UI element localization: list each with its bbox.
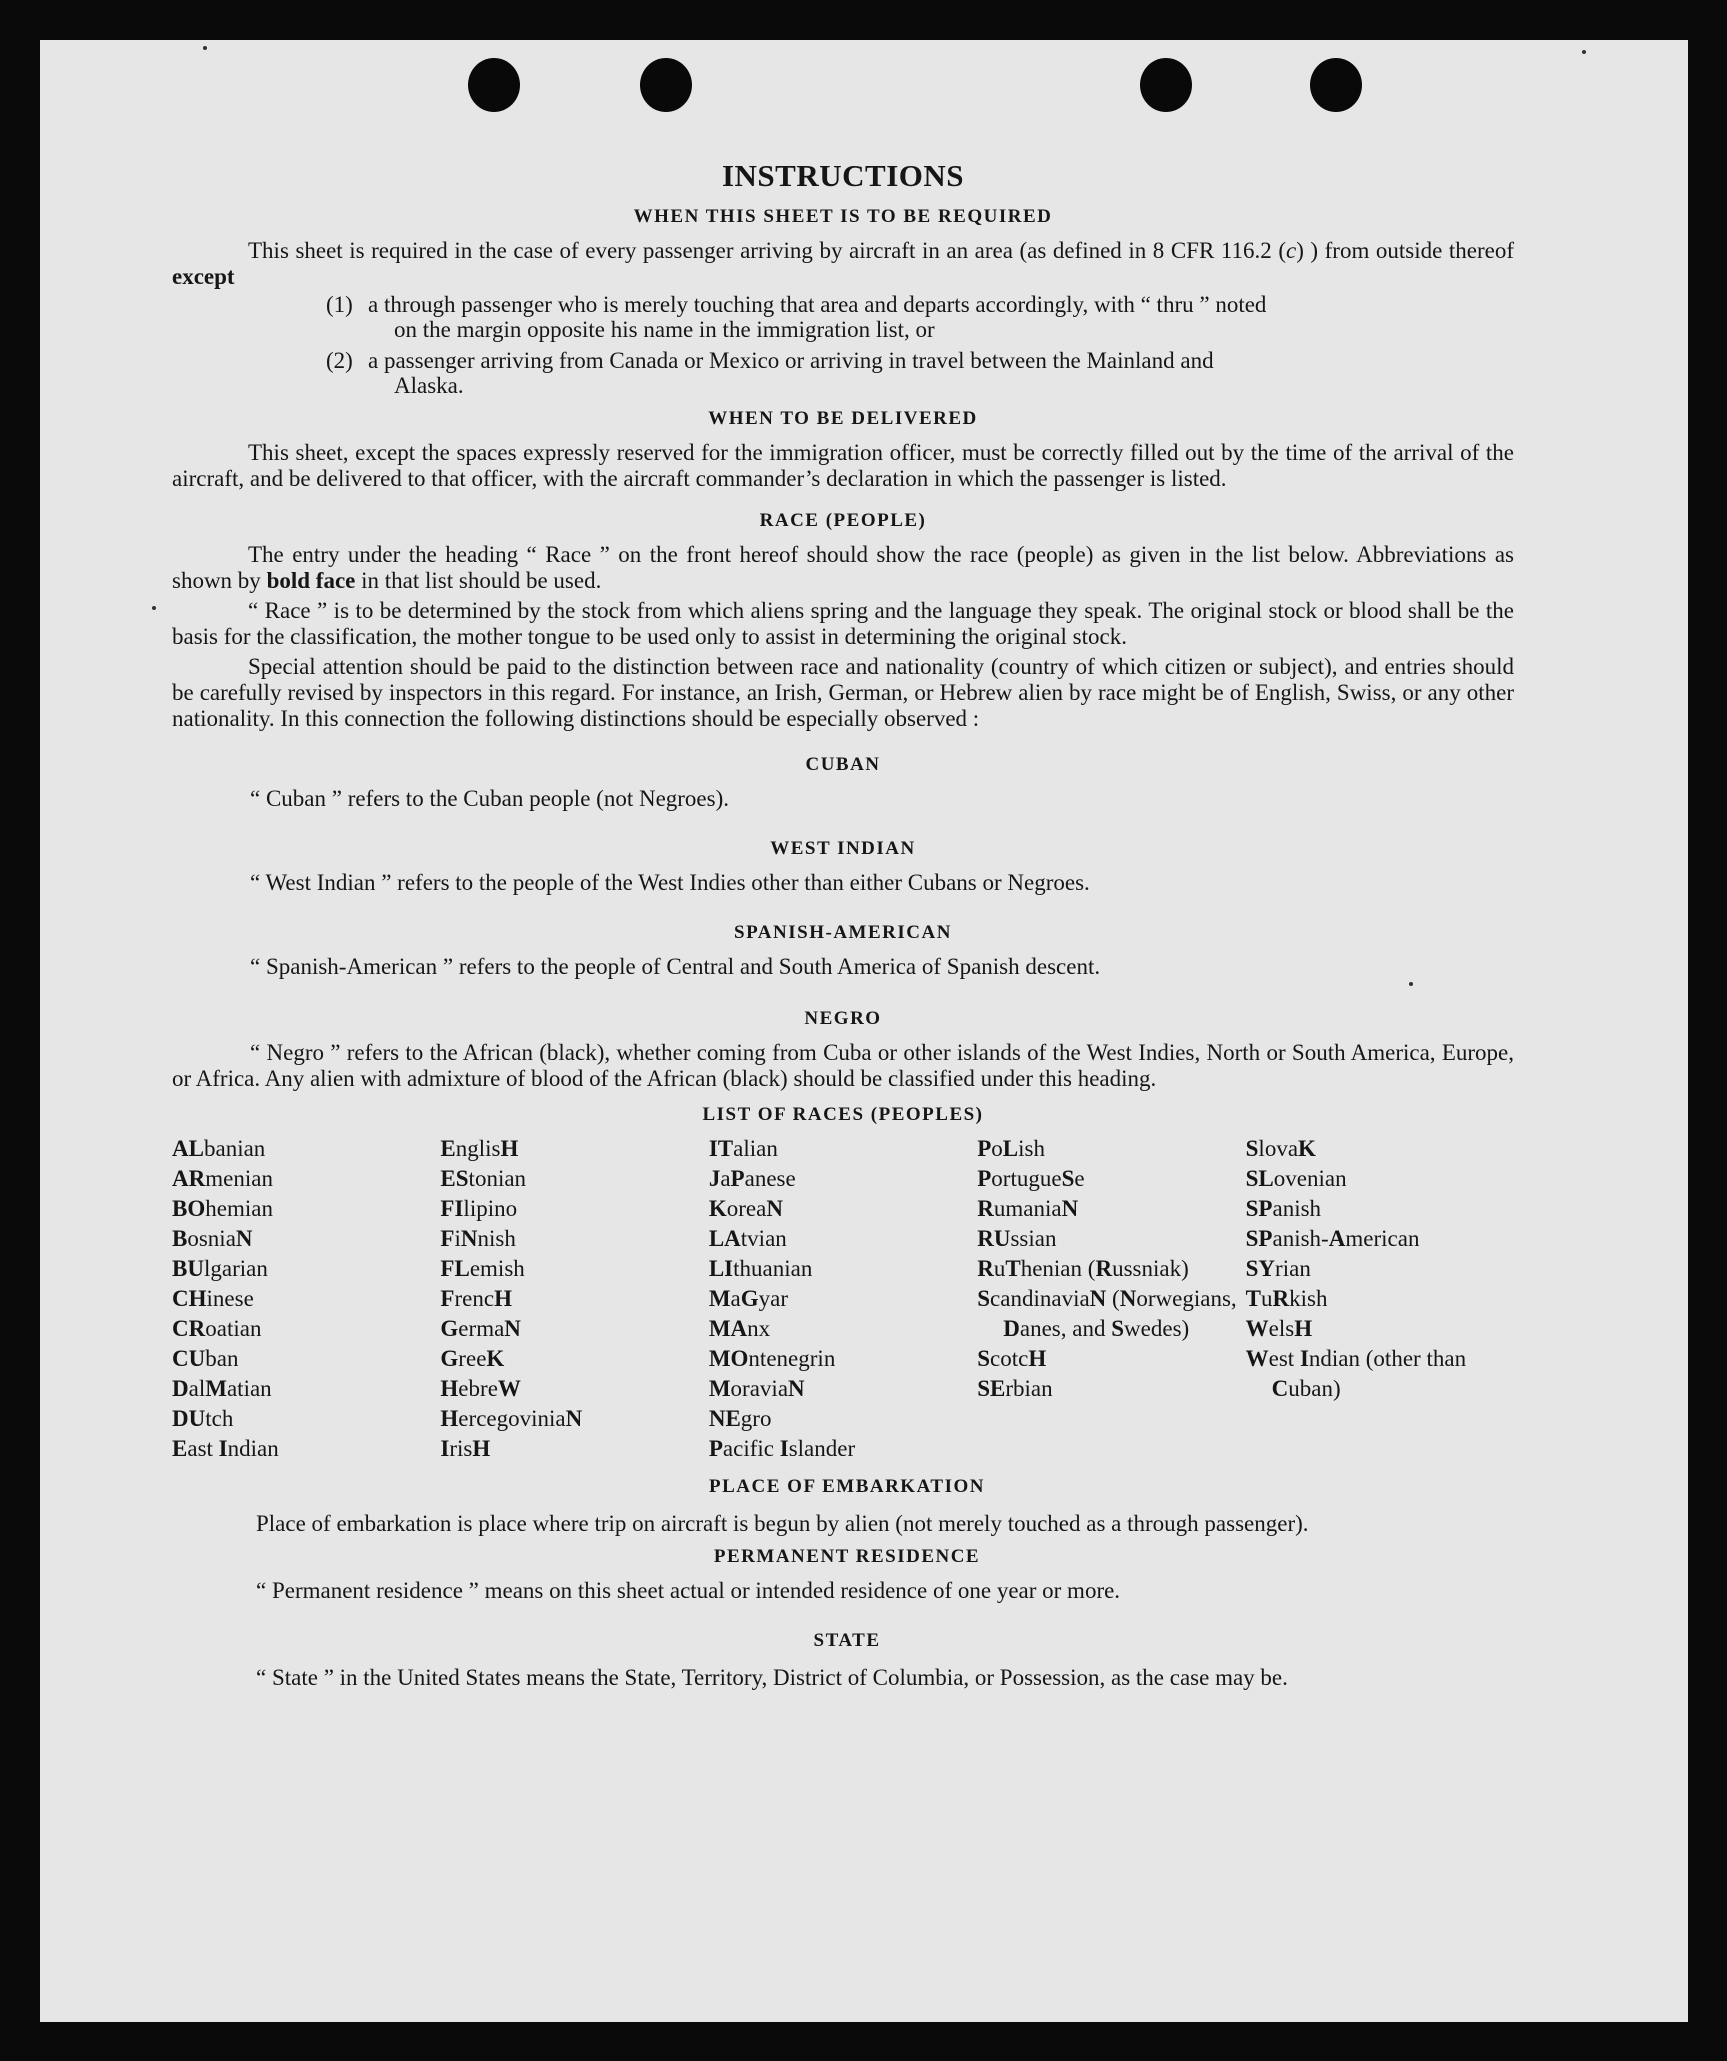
lower-sections (180, 1476, 1514, 1694)
race-entry: ScotcH (977, 1346, 1047, 1371)
section-heading-races-list: LIST OF RACES (PEOPLES) (702, 1104, 984, 1125)
race-entry: ALbanian (172, 1136, 266, 1161)
section-heading-residence: PERMANENT RESIDENCE (713, 1546, 981, 1567)
paper-speck (203, 46, 207, 50)
race-entry: ARmenian (172, 1166, 273, 1191)
section-heading-cuban: CUBAN (805, 754, 881, 775)
race-entry: KoreaN (708, 1196, 783, 1221)
race-paragraph-3: Special attention should be paid to the distinction between race and nationality (country of which citizen or subject), and entries should be carefully revised by inspectors in this regard. For instance, an Irish, German, or Hebrew alien by race might be of English, Swiss, or any other nationality. In this connection the following distinctions should be especially observed : (172, 654, 1514, 731)
race-entry: DUtch (172, 1406, 234, 1431)
race-entry: RumaniaN (977, 1196, 1079, 1221)
section-heading-spanish-american: SPANISH-AMERICAN (734, 922, 952, 943)
delivered-paragraph: This sheet, except the spaces expressly reserved for the immigration officer, must be correctly filled out by the time of the arrival of the aircraft, and be delivered to that officer, with the aircraft commander’s declaration in which the passenger is listed. (172, 440, 1514, 491)
page-title: INSTRUCTIONS (721, 158, 964, 193)
section-heading-delivered: WHEN TO BE DELIVERED (708, 408, 978, 429)
race-entry: SLovenian (1245, 1166, 1347, 1191)
race-paragraph-2: “ Race ” is to be determined by the stock from which aliens spring and the language they speak. The original stock or blood shall be the basis for the classification, the mother tongue to be used only to assist in determining the original stock. (172, 598, 1514, 649)
residence-text: “ Permanent residence ” means on this sheet actual or intended residence of one year or more. (256, 1578, 1121, 1603)
race-entry: MAnx (708, 1316, 771, 1341)
state-text: “ State ” in the United States means the State, Territory, District of Columbia, or Possession, as the case may be. (256, 1665, 1288, 1690)
race-entry: FLemish (440, 1256, 525, 1281)
race-entry: JaPanese (708, 1166, 796, 1191)
race-entry: EStonian (440, 1166, 527, 1191)
race-entry: Pacific Islander (708, 1436, 856, 1461)
races-column-3 (709, 1134, 977, 1464)
race-entry: FIlipino (440, 1196, 518, 1221)
race-entry: BosniaN (172, 1226, 253, 1251)
race-entry: CHinese (172, 1286, 254, 1311)
race-entry: BOhemian (172, 1196, 273, 1221)
race-entry: SPanish-American (1245, 1226, 1420, 1251)
races-column-4 (977, 1134, 1245, 1464)
punch-hole (640, 58, 692, 112)
race-entry: BUlgarian (172, 1256, 268, 1281)
race-entry: East Indian (172, 1436, 279, 1461)
paper-speck (1582, 50, 1586, 54)
race-entry: West Indian (other than Cuban) (1245, 1346, 1467, 1401)
section-heading-race: RACE (PEOPLE) (759, 510, 927, 531)
section-heading-embarkation: PLACE OF EMBARKATION (709, 1476, 985, 1497)
races-column-1 (172, 1134, 440, 1464)
race-entry: HercegoviniaN (440, 1406, 583, 1431)
required-paragraph: This sheet is required in the case of every passenger arriving by aircraft in an area (as defined in 8 CFR 116.2 (c) ) from outside thereof except (172, 238, 1514, 289)
race-entry: CUban (172, 1346, 239, 1371)
section-heading-state: STATE (813, 1630, 881, 1651)
paper-speck (152, 606, 156, 610)
races-column-2 (440, 1134, 708, 1464)
races-list (172, 1134, 1514, 1464)
race-entry: ScandinaviaN (Norwegians, Danes, and Swedes) (977, 1286, 1237, 1341)
race-entry: FiNnish (440, 1226, 516, 1251)
race-entry: MaGyar (708, 1286, 789, 1311)
race-entry: GermaN (440, 1316, 521, 1341)
race-entry: LAtvian (708, 1226, 787, 1251)
cuban-text: “ Cuban ” refers to the Cuban people (not Negroes). (250, 786, 730, 811)
section-heading-west-indian: WEST INDIAN (770, 838, 916, 859)
race-entry: SlovaK (1245, 1136, 1316, 1161)
race-entry: CRoatian (172, 1316, 262, 1341)
race-entry: SPanish (1245, 1196, 1322, 1221)
race-paragraph-1: The entry under the heading “ Race ” on the front hereof should show the race (people) as given in the list below. Abbreviations as shown by bold face in that list should be used. (172, 542, 1514, 593)
spanish-american-text: “ Spanish-American ” refers to the people of Central and South America of Spanish descent. (250, 954, 1101, 979)
race-entry: SYrian (1245, 1256, 1311, 1281)
race-entry: IrisH (440, 1436, 491, 1461)
race-entry: HebreW (440, 1376, 521, 1401)
punch-hole (468, 58, 520, 112)
west-indian-text: “ West Indian ” refers to the people of the West Indies other than either Cubans or Negroes. (250, 870, 1090, 895)
embarkation-text: Place of embarkation is place where trip on aircraft is begun by alien (not merely touched as a through passenger). (256, 1511, 1309, 1536)
race-entry: RuThenian (Russniak) (977, 1256, 1189, 1281)
race-entry: TuRkish (1245, 1286, 1328, 1311)
race-entry: ITalian (708, 1136, 778, 1161)
list-item: (1) a through passenger who is merely touching that area and departs accordingly, with “ thru ” noted on the margin opposite his name in the immigration list, or (326, 292, 1267, 342)
instructions-body (172, 128, 1514, 1694)
item-number: (2) (326, 348, 353, 373)
negro-text: “ Negro ” refers to the African (black), whether coming from Cuba or other islands of the West Indies, North or South America, Europe, or Africa. Any alien with admixture of blood of the African (black) should be classified under this heading. (172, 1040, 1514, 1091)
race-entry: NEgro (708, 1406, 772, 1431)
race-entry: SErbian (977, 1376, 1053, 1401)
race-entry: RUssian (977, 1226, 1057, 1251)
race-entry: PortugueSe (977, 1166, 1085, 1191)
race-entry: MoraviaN (708, 1376, 805, 1401)
punch-hole (1310, 58, 1362, 112)
section-heading-negro: NEGRO (804, 1008, 882, 1029)
race-entry: LIthuanian (708, 1256, 813, 1281)
race-entry: WelsH (1245, 1316, 1313, 1341)
races-column-5 (1246, 1134, 1514, 1464)
distinctions (172, 754, 1514, 1092)
section-heading-required: WHEN THIS SHEET IS TO BE REQUIRED (633, 206, 1053, 227)
race-entry: PoLish (977, 1136, 1045, 1161)
race-entry: MOntenegrin (708, 1346, 836, 1371)
item-number: (1) (326, 292, 353, 317)
race-entry: FrencH (440, 1286, 512, 1311)
race-entry: DalMatian (172, 1376, 272, 1401)
race-entry: EnglisH (440, 1136, 519, 1161)
list-item: (2) a passenger arriving from Canada or Mexico or arriving in travel between the Mainland and Alaska. (326, 348, 1214, 398)
race-entry: GreeK (440, 1346, 505, 1371)
punch-hole (1140, 58, 1192, 112)
